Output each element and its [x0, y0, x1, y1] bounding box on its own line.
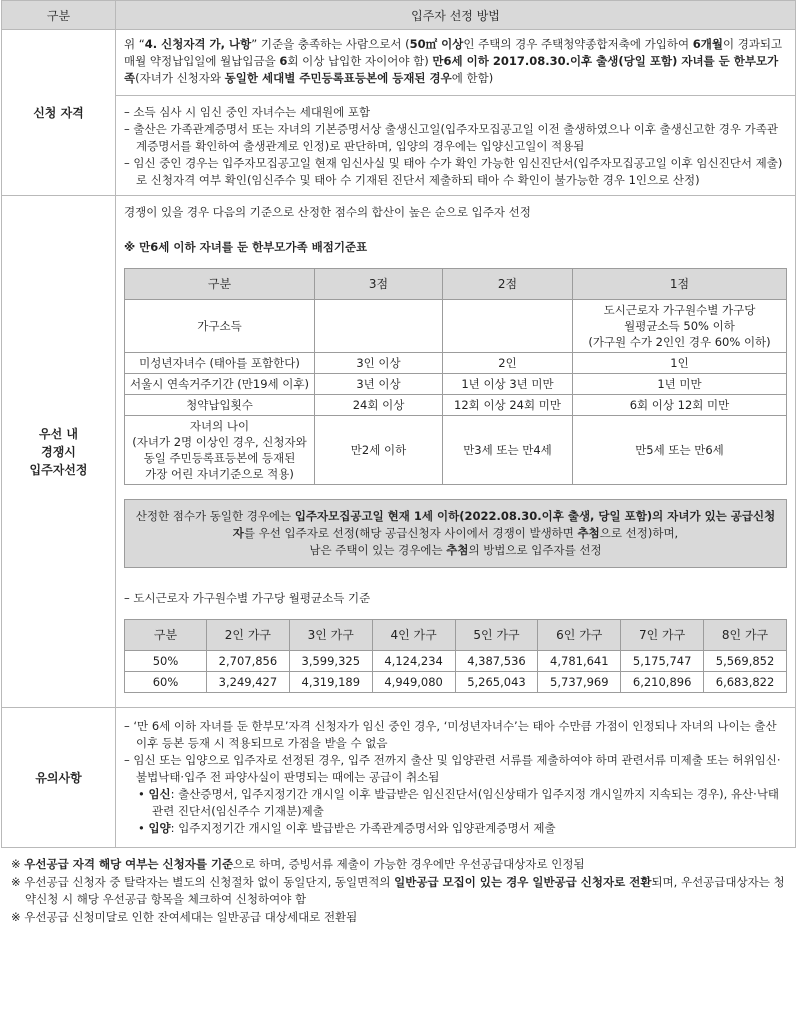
income-table-cell: 2,707,856 — [207, 651, 290, 672]
score-table-cell: 3년 이상 — [315, 374, 443, 395]
score-table-cell — [315, 300, 443, 353]
eligibility-intro — [124, 36, 787, 87]
selection-method-table — [1, 0, 796, 848]
eligibility-row — [2, 30, 796, 196]
footer-notes — [1, 848, 796, 926]
income-table-cell: 3,249,427 — [207, 672, 290, 693]
income-table-cell: 6,683,822 — [704, 672, 787, 693]
score-table-cell: 자녀의 나이 (자녀가 2명 이상인 경우, 신청자와 동일 주민등록표등본에 등재된 가장 어린 자녀기준으로 적용) — [125, 416, 315, 485]
notes-label: 유의사항 — [2, 708, 116, 848]
eligibility-label: 신청 자격 — [2, 30, 116, 196]
note-bullet-text: : 출산증명서, 입주지정기간 개시일 이후 발급받은 임신진단서(임신상태가 입주지정 개시일까지 지속되는 경우), 유산·낙태관련 진단서(임신주수 기재분)제출 — [152, 787, 780, 818]
eligibility-item: – 출산은 가족관계증명서 또는 자녀의 기본증명서상 출생신고일(입주자모집공고일 이전 출생하였으나 이후 출생신고한 경우 가족관계증명서를 확인하여 출생관계로 인정)로 판단하며, 입양의 경우에는 입양신고일이 적용됨 — [124, 122, 778, 153]
text-run: (자녀가 신청자와 — [135, 71, 225, 85]
text-run: 위 “ — [124, 37, 145, 51]
eligibility-content — [116, 30, 796, 196]
priority-label: 우선 내 경쟁시 입주자선정 — [2, 196, 116, 708]
eligibility-item: – 임신 중인 경우는 입주자모집공고일 현재 임신사실 및 태아 수가 확인 가능한 임신진단서(입주자모집공고일 이후 임신진단서 제출)로 신청자격 여부 확인(임신주수 및 태아 수 기재된 진단서 제출하되 태아 수 확인이 불가능한 경우 1인으로 산정) — [124, 156, 783, 187]
score-table-cell: 1인 — [573, 353, 787, 374]
text-run: 되며, 우선공급대상자는 청약신청 시 해당 우선공급 항목을 체크하여 신청하여야 함 — [25, 875, 785, 906]
text-run: 인 주택의 경우 주택청약종합저축에 가입하여 — [463, 37, 693, 51]
score-table-cell: 청약납입횟수 — [125, 395, 315, 416]
score-table-row — [125, 374, 787, 395]
header-category: 구분 — [2, 1, 116, 30]
income-table-header-cell: 8인 가구 — [704, 620, 787, 651]
income-table-cell: 5,737,969 — [538, 672, 621, 693]
note-bullet-head: 입양 — [148, 821, 171, 835]
score-table — [124, 268, 787, 485]
score-table-header-cell: 1점 — [573, 269, 787, 300]
income-table-cell: 3,599,325 — [289, 651, 372, 672]
emphasis-text: 추첨 — [446, 543, 469, 557]
emphasis-text: 입주자모집공고일 현재 1세 이하(2022.08.30.이후 출생, 당일 포함)의 자녀가 있는 공급신청자 — [232, 509, 776, 540]
income-table-cell: 5,569,852 — [704, 651, 787, 672]
income-table-cell: 6,210,896 — [621, 672, 704, 693]
section-divider — [116, 95, 795, 96]
emphasis-text: 6개월 — [692, 37, 723, 51]
score-table-cell: 6회 이상 12회 미만 — [573, 395, 787, 416]
score-table-cell: 3인 이상 — [315, 353, 443, 374]
header-row — [2, 1, 796, 30]
score-table-cell — [443, 300, 573, 353]
emphasis-text: 일반공급 모집이 있는 경우 일반공급 신청자로 전환 — [394, 875, 652, 889]
score-table-cell: 1년 이상 3년 미만 — [443, 374, 573, 395]
header-method: 입주자 선정 방법 — [116, 1, 796, 30]
score-table-header-cell: 구분 — [125, 269, 315, 300]
income-table-header-cell: 7인 가구 — [621, 620, 704, 651]
priority-row — [2, 196, 796, 708]
score-table-title: ※ 만6세 이하 자녀를 둔 한부모가족 배점기준표 — [124, 240, 368, 254]
priority-intro: 경쟁이 있을 경우 다음의 기준으로 산정한 점수의 합산이 높은 순으로 입주자 선정 — [124, 205, 531, 219]
bullet-dot-icon: • — [138, 787, 149, 801]
emphasis-text: 50㎡ 이상 — [409, 37, 464, 51]
text-run: 의 방법으로 입주자를 선정 — [468, 543, 602, 557]
emphasis-text: 추첨 — [577, 526, 600, 540]
income-table-cell: 4,949,080 — [372, 672, 455, 693]
score-table-cell: 1년 미만 — [573, 374, 787, 395]
income-table-cell: 60% — [125, 672, 207, 693]
score-table-cell: 만5세 또는 만6세 — [573, 416, 787, 485]
income-table-cell: 4,387,536 — [455, 651, 538, 672]
notes-items — [124, 718, 787, 786]
text-run: ※ 우선공급 신청미달로 인한 잔여세대는 일반공급 대상세대로 전환됨 — [11, 910, 358, 924]
income-table-row — [125, 672, 787, 693]
notes-content — [116, 708, 796, 848]
notes-bullets — [124, 786, 787, 837]
income-table — [124, 619, 787, 693]
emphasis-text: 만6세 이하 2017.08.30.이후 출생(당일 포함) 자녀를 둔 한부모가족 — [124, 54, 779, 85]
income-table-cell: 5,175,747 — [621, 651, 704, 672]
note-bullet-text: : 입주지정기간 개시일 이후 발급받은 가족관계증명서와 입양관계증명서 제출 — [170, 821, 556, 835]
income-table-cell: 50% — [125, 651, 207, 672]
note-item: – ‘만 6세 이하 자녀를 둔 한부모’자격 신청자가 임신 중인 경우, ‘미성년자녀수’는 태아 수만큼 가점이 인정되나 자녀의 나이는 출산 이후 등본 등재 시 적용되므로 가점을 받을 수 없음 — [124, 719, 777, 750]
text-run: 으로 선정)하며, — [599, 526, 679, 540]
score-header-row — [125, 269, 787, 300]
income-table-header-cell: 3인 가구 — [289, 620, 372, 651]
score-table-cell: 미성년자녀수 (태아를 포함한다) — [125, 353, 315, 374]
income-table-header-cell: 4인 가구 — [372, 620, 455, 651]
footer-note — [11, 909, 788, 926]
text-run: 를 우선 입주자로 선정(해당 공급신청자 사이에서 경쟁이 발생하면 — [243, 526, 578, 540]
score-table-header-cell: 3점 — [315, 269, 443, 300]
score-table-cell: 도시근로자 가구원수별 가구당 월평균소득 50% 이하 (가구원 수가 2인인 경우 60% 이하) — [573, 300, 787, 353]
score-table-cell: 서울시 연속거주기간 (만19세 이후) — [125, 374, 315, 395]
income-table-title: – 도시근로자 가구원수별 가구당 월평균소득 기준 — [124, 591, 371, 605]
income-header-row — [125, 620, 787, 651]
notes-row — [2, 708, 796, 848]
emphasis-text: 4. 신청자격 가, 나항 — [144, 37, 252, 51]
text-run: 으로 하며, 증빙서류 제출이 가능한 경우에만 우선공급대상자로 인정됨 — [233, 857, 585, 871]
income-table-cell: 4,781,641 — [538, 651, 621, 672]
score-table-cell: 12회 이상 24회 미만 — [443, 395, 573, 416]
text-run: 에 한함) — [451, 71, 494, 85]
tie-break-box — [124, 499, 787, 568]
text-run: 남은 주택이 있는 경우에는 — [309, 543, 447, 557]
bullet-dot-icon: • — [138, 821, 149, 835]
income-table-header-cell: 5인 가구 — [455, 620, 538, 651]
note-item: – 임신 또는 입양으로 입주자로 선정된 경우, 입주 전까지 출산 및 입양관련 서류를 제출하여야 하며 관련서류 미제출 또는 허위임신·불법낙태·입주 전 파양사실이 판명되는 때에는 공급이 취소됨 — [124, 753, 781, 784]
score-table-cell: 만3세 또는 만4세 — [443, 416, 573, 485]
score-table-body — [125, 300, 787, 485]
page — [1, 0, 796, 926]
income-table-header-cell: 2인 가구 — [207, 620, 290, 651]
text-run: ※ 우선공급 신청자 중 탈락자는 별도의 신청절차 없이 동일단지, 동일면적의 — [11, 875, 395, 889]
income-table-cell: 4,319,189 — [289, 672, 372, 693]
score-table-header-cell: 2점 — [443, 269, 573, 300]
priority-content — [116, 196, 796, 708]
text-run: ” 기준을 충족하는 사람으로서 ( — [251, 37, 410, 51]
income-table-header-cell: 6인 가구 — [538, 620, 621, 651]
score-table-row — [125, 300, 787, 353]
eligibility-items — [124, 104, 787, 189]
text-run: 산정한 점수가 동일한 경우에는 — [135, 509, 295, 523]
eligibility-item: – 소득 심사 시 임신 중인 자녀수는 세대원에 포함 — [124, 105, 371, 119]
text-run: 회 이상 납입한 자이어야 함) — [287, 54, 433, 68]
income-table-header-cell: 구분 — [125, 620, 207, 651]
score-table-row — [125, 416, 787, 485]
footer-note — [11, 856, 788, 873]
income-table-cell: 4,124,234 — [372, 651, 455, 672]
emphasis-text: 6 — [279, 54, 288, 68]
income-table-body — [125, 651, 787, 693]
score-table-cell: 2인 — [443, 353, 573, 374]
text-run: 이 경과되고 매월 약정납입일에 월납입금을 — [124, 37, 783, 68]
income-table-row — [125, 651, 787, 672]
note-bullet-head: 임신 — [148, 787, 171, 801]
note-bullet — [124, 786, 787, 820]
note-bullet — [124, 820, 787, 837]
footer-note — [11, 874, 788, 908]
emphasis-text: 우선공급 자격 해당 여부는 신청자를 기준 — [24, 857, 234, 871]
score-table-cell: 가구소득 — [125, 300, 315, 353]
score-table-row — [125, 353, 787, 374]
income-table-cell: 5,265,043 — [455, 672, 538, 693]
text-run: ※ — [11, 857, 25, 871]
score-table-row — [125, 395, 787, 416]
score-table-cell: 24회 이상 — [315, 395, 443, 416]
score-table-cell: 만2세 이하 — [315, 416, 443, 485]
emphasis-text: 동일한 세대별 주민등록표등본에 등재된 경우 — [224, 71, 452, 85]
